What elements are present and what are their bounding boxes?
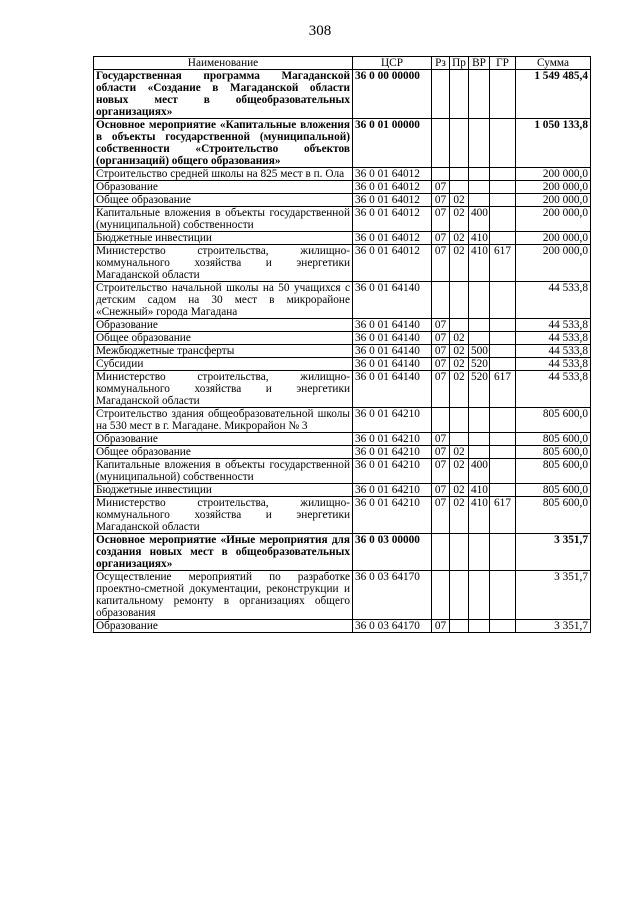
cell-gr — [490, 181, 516, 194]
cell-rz — [432, 282, 450, 319]
table-row — [94, 181, 591, 194]
cell-vr: 410 — [469, 245, 490, 282]
cell-sum: 805 600,0 — [516, 408, 591, 433]
cell-name: Министерство строительства, жилищно-коммунального хозяйства и энергетики Магаданской области — [94, 371, 353, 408]
cell-name: Бюджетные инвестиции — [94, 484, 353, 497]
header-csr: ЦСР — [353, 57, 432, 70]
cell-pr — [450, 433, 469, 446]
cell-pr: 02 — [450, 446, 469, 459]
cell-sum: 200 000,0 — [516, 194, 591, 207]
cell-pr — [450, 408, 469, 433]
cell-rz: 07 — [432, 358, 450, 371]
cell-pr: 02 — [450, 332, 469, 345]
cell-name: Государственная программа Магаданской области «Создание в Магаданской области новых мест в общеобразовательных организациях» — [94, 70, 353, 119]
cell-name: Общее образование — [94, 332, 353, 345]
cell-csr: 36 0 03 00000 — [353, 534, 432, 571]
cell-gr — [490, 484, 516, 497]
cell-csr: 36 0 01 64210 — [353, 497, 432, 534]
table-row — [94, 408, 591, 433]
cell-sum: 44 533,8 — [516, 371, 591, 408]
cell-vr: 410 — [469, 497, 490, 534]
cell-vr — [469, 181, 490, 194]
cell-pr: 02 — [450, 232, 469, 245]
cell-pr — [450, 119, 469, 168]
table-row — [94, 534, 591, 571]
cell-csr: 36 0 01 64210 — [353, 433, 432, 446]
cell-csr: 36 0 01 64210 — [353, 446, 432, 459]
cell-csr: 36 0 01 64140 — [353, 282, 432, 319]
cell-gr — [490, 345, 516, 358]
cell-gr — [490, 332, 516, 345]
cell-gr: 617 — [490, 371, 516, 408]
cell-name: Основное мероприятие «Иные мероприятия для создания новых мест в общеобразовательных организациях» — [94, 534, 353, 571]
cell-rz: 07 — [432, 459, 450, 484]
cell-pr — [450, 319, 469, 332]
cell-pr — [450, 571, 469, 620]
cell-vr: 520 — [469, 371, 490, 408]
cell-csr: 36 0 03 64170 — [353, 571, 432, 620]
cell-name: Министерство строительства, жилищно-коммунального хозяйства и энергетики Магаданской области — [94, 245, 353, 282]
table-header-row — [94, 57, 591, 70]
cell-rz: 07 — [432, 345, 450, 358]
table-row — [94, 371, 591, 408]
cell-sum: 200 000,0 — [516, 245, 591, 282]
cell-pr: 02 — [450, 345, 469, 358]
cell-vr — [469, 620, 490, 633]
header-gr: ГР — [490, 57, 516, 70]
cell-csr: 36 0 01 64140 — [353, 345, 432, 358]
cell-csr: 36 0 01 64210 — [353, 484, 432, 497]
cell-vr: 410 — [469, 232, 490, 245]
cell-sum: 1 050 133,8 — [516, 119, 591, 168]
cell-pr: 02 — [450, 484, 469, 497]
cell-sum: 805 600,0 — [516, 497, 591, 534]
cell-pr: 02 — [450, 207, 469, 232]
cell-name: Общее образование — [94, 446, 353, 459]
cell-name: Капитальные вложения в объекты государственной (муниципальной) собственности — [94, 459, 353, 484]
cell-rz: 07 — [432, 181, 450, 194]
cell-name: Бюджетные инвестиции — [94, 232, 353, 245]
cell-name: Образование — [94, 319, 353, 332]
cell-sum: 44 533,8 — [516, 358, 591, 371]
cell-name: Образование — [94, 433, 353, 446]
cell-pr: 02 — [450, 245, 469, 282]
cell-csr: 36 0 01 00000 — [353, 119, 432, 168]
cell-sum: 3 351,7 — [516, 534, 591, 571]
table-row — [94, 319, 591, 332]
cell-vr — [469, 119, 490, 168]
cell-pr: 02 — [450, 371, 469, 408]
cell-name: Субсидии — [94, 358, 353, 371]
cell-name: Основное мероприятие «Капитальные вложения в объекты государственной (муниципальной) собственности «Строительство объектов (организаций) общего образования» — [94, 119, 353, 168]
cell-sum: 3 351,7 — [516, 620, 591, 633]
cell-gr — [490, 207, 516, 232]
table-row — [94, 571, 591, 620]
cell-name: Межбюджетные трансферты — [94, 345, 353, 358]
cell-csr: 36 0 01 64210 — [353, 459, 432, 484]
budget-table — [93, 56, 591, 633]
cell-sum: 200 000,0 — [516, 181, 591, 194]
table-row — [94, 433, 591, 446]
cell-sum: 805 600,0 — [516, 484, 591, 497]
cell-pr — [450, 70, 469, 119]
cell-rz: 07 — [432, 332, 450, 345]
cell-pr — [450, 534, 469, 571]
cell-name: Общее образование — [94, 194, 353, 207]
header-sum: Сумма — [516, 57, 591, 70]
cell-csr: 36 0 01 64012 — [353, 181, 432, 194]
cell-name: Министерство строительства, жилищно-коммунального хозяйства и энергетики Магаданской области — [94, 497, 353, 534]
cell-rz: 07 — [432, 232, 450, 245]
cell-vr — [469, 168, 490, 181]
cell-gr — [490, 534, 516, 571]
cell-vr — [469, 433, 490, 446]
cell-gr — [490, 168, 516, 181]
header-name: Наименование — [94, 57, 353, 70]
cell-vr — [469, 319, 490, 332]
table-row — [94, 484, 591, 497]
page-number: 308 — [308, 23, 332, 39]
cell-sum: 3 351,7 — [516, 571, 591, 620]
cell-gr — [490, 408, 516, 433]
cell-rz: 07 — [432, 371, 450, 408]
cell-rz — [432, 119, 450, 168]
cell-rz: 07 — [432, 446, 450, 459]
cell-rz — [432, 168, 450, 181]
table-row — [94, 194, 591, 207]
cell-rz: 07 — [432, 194, 450, 207]
table-row — [94, 345, 591, 358]
cell-sum: 1 549 485,4 — [516, 70, 591, 119]
cell-rz: 07 — [432, 207, 450, 232]
cell-sum: 805 600,0 — [516, 446, 591, 459]
cell-gr — [490, 446, 516, 459]
cell-csr: 36 0 01 64012 — [353, 168, 432, 181]
cell-csr: 36 0 01 64140 — [353, 319, 432, 332]
cell-rz — [432, 408, 450, 433]
table-row — [94, 282, 591, 319]
cell-rz: 07 — [432, 497, 450, 534]
cell-rz: 07 — [432, 319, 450, 332]
cell-sum: 200 000,0 — [516, 168, 591, 181]
table-row — [94, 232, 591, 245]
cell-vr — [469, 282, 490, 319]
cell-pr — [450, 620, 469, 633]
cell-name: Строительство начальной школы на 50 учащихся с детским садом на 30 мест в микрорайоне «Снежный» города Магадана — [94, 282, 353, 319]
table-row — [94, 446, 591, 459]
cell-rz: 07 — [432, 620, 450, 633]
cell-gr — [490, 620, 516, 633]
cell-name: Строительство средней школы на 825 мест в п. Ола — [94, 168, 353, 181]
cell-pr: 02 — [450, 497, 469, 534]
table-row — [94, 70, 591, 119]
cell-gr: 617 — [490, 497, 516, 534]
table-row — [94, 119, 591, 168]
cell-csr: 36 0 01 64210 — [353, 408, 432, 433]
cell-sum: 44 533,8 — [516, 345, 591, 358]
table-row — [94, 620, 591, 633]
cell-rz — [432, 571, 450, 620]
table-row — [94, 332, 591, 345]
cell-gr — [490, 232, 516, 245]
cell-vr — [469, 571, 490, 620]
cell-pr: 02 — [450, 194, 469, 207]
cell-rz: 07 — [432, 245, 450, 282]
cell-vr: 500 — [469, 345, 490, 358]
cell-rz: 07 — [432, 433, 450, 446]
cell-sum: 44 533,8 — [516, 282, 591, 319]
cell-csr: 36 0 01 64012 — [353, 245, 432, 282]
cell-pr — [450, 168, 469, 181]
cell-gr — [490, 119, 516, 168]
table-body — [94, 70, 591, 633]
cell-pr: 02 — [450, 358, 469, 371]
cell-pr — [450, 282, 469, 319]
cell-rz: 07 — [432, 484, 450, 497]
cell-csr: 36 0 01 64012 — [353, 207, 432, 232]
cell-name: Строительство здания общеобразовательной школы на 530 мест в г. Магадане. Микрорайон № 3 — [94, 408, 353, 433]
cell-gr — [490, 319, 516, 332]
cell-pr: 02 — [450, 459, 469, 484]
cell-name: Образование — [94, 181, 353, 194]
cell-sum: 805 600,0 — [516, 433, 591, 446]
cell-rz — [432, 534, 450, 571]
cell-gr — [490, 70, 516, 119]
cell-sum: 44 533,8 — [516, 319, 591, 332]
cell-csr: 36 0 01 64012 — [353, 194, 432, 207]
cell-gr — [490, 194, 516, 207]
cell-sum: 44 533,8 — [516, 332, 591, 345]
table-row — [94, 207, 591, 232]
cell-gr — [490, 459, 516, 484]
table-row — [94, 168, 591, 181]
table-row — [94, 497, 591, 534]
cell-vr — [469, 446, 490, 459]
cell-name: Образование — [94, 620, 353, 633]
cell-csr: 36 0 01 64140 — [353, 358, 432, 371]
header-rz: Рз — [432, 57, 450, 70]
cell-vr — [469, 70, 490, 119]
cell-gr — [490, 571, 516, 620]
cell-gr — [490, 282, 516, 319]
header-pr: Пр — [450, 57, 469, 70]
cell-csr: 36 0 03 64170 — [353, 620, 432, 633]
table-row — [94, 459, 591, 484]
cell-csr: 36 0 00 00000 — [353, 70, 432, 119]
cell-sum: 805 600,0 — [516, 459, 591, 484]
cell-vr — [469, 534, 490, 571]
cell-vr — [469, 194, 490, 207]
cell-vr: 410 — [469, 484, 490, 497]
cell-vr — [469, 332, 490, 345]
table-row — [94, 358, 591, 371]
cell-gr — [490, 358, 516, 371]
cell-sum: 200 000,0 — [516, 207, 591, 232]
table-row — [94, 245, 591, 282]
cell-vr: 400 — [469, 459, 490, 484]
cell-vr: 400 — [469, 207, 490, 232]
cell-csr: 36 0 01 64012 — [353, 232, 432, 245]
header-vr: ВР — [469, 57, 490, 70]
cell-csr: 36 0 01 64140 — [353, 332, 432, 345]
cell-gr — [490, 433, 516, 446]
cell-csr: 36 0 01 64140 — [353, 371, 432, 408]
cell-pr — [450, 181, 469, 194]
cell-gr: 617 — [490, 245, 516, 282]
cell-sum: 200 000,0 — [516, 232, 591, 245]
cell-name: Осуществление мероприятий по разработке проектно-сметной документации, реконструкции и капитальному ремонту в организациях общего образования — [94, 571, 353, 620]
cell-rz — [432, 70, 450, 119]
cell-vr: 520 — [469, 358, 490, 371]
cell-name: Капитальные вложения в объекты государственной (муниципальной) собственности — [94, 207, 353, 232]
cell-vr — [469, 408, 490, 433]
